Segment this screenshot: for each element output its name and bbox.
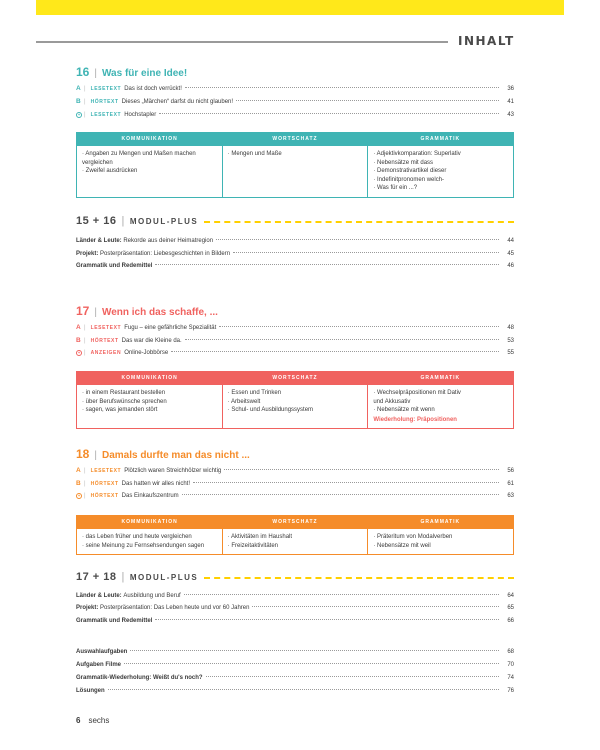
toc-row[interactable]: Länder & Leute: Ausbildung und Beruf 64 [76, 593, 514, 599]
header-rule [36, 41, 448, 43]
plus-circle-icon: + [77, 112, 81, 117]
page-word: sechs [88, 716, 110, 725]
page-footer [76, 716, 109, 725]
page-title: INHALT [458, 34, 515, 48]
toc-row[interactable]: A | LESETEXT Das ist doch verrückt! 36 [76, 85, 514, 92]
toc-row[interactable]: A | LESETEXT Plötzlich waren Streichhölzer wichtig 56 [76, 467, 514, 474]
top-color-bar [36, 0, 564, 15]
toc-row[interactable]: Auswahlaufgaben 68 [76, 649, 514, 655]
toc-row[interactable]: Projekt: Posterpräsentation: Liebesgeschichten in Bildern 45 [76, 251, 514, 257]
chapter-17-overview-box: KOMMUNIKATION WORTSCHATZ GRAMMATIK · in einem Restaurant bestellen · über Berufswünsche sprechen · sagen, was jemanden stört · Essen und Trinken · Arbeitswelt · Schul- und Ausbildungssystem · Wechselpräpositionen mit Dativ und Akkusativ · Nebensätze mit wenn Wiederholung: Präpositionen [76, 371, 514, 429]
toc-row[interactable]: + | LESETEXT Hochstapler 43 [77, 112, 514, 118]
toc-row[interactable]: Projekt: Posterpräsentation: Das Leben heute und vor 60 Jahren 65 [76, 605, 514, 611]
modul-plus-15-16: 15 + 16 | MODUL-PLUS [76, 214, 514, 228]
toc-row[interactable]: B | HÖRTEXT Das war die Kleine da. 53 [76, 337, 514, 344]
toc-row[interactable]: Grammatik und Redemittel 46 [76, 263, 514, 269]
toc-row[interactable]: Grammatik-Wiederholung: Weißt du's noch? 74 [76, 675, 514, 681]
toc-row[interactable]: Lösungen 76 [76, 688, 514, 694]
toc-row[interactable]: + | HÖRTEXT Das Einkaufszentrum 63 [77, 493, 514, 499]
toc-row[interactable]: Grammatik und Redemittel 66 [76, 618, 514, 624]
plus-circle-icon: + [77, 350, 81, 355]
chapter-18-overview-box: KOMMUNIKATION WORTSCHATZ GRAMMATIK · das Leben früher und heute vergleichen · seine Meinung zu Fernsehsendungen sagen · Aktivitäten im Haushalt · Freizeitaktivitäten · Präteritum von Modalverben · Nebensätze mit weil [76, 515, 514, 555]
toc-row[interactable]: A | LESETEXT Fugu – eine gefährliche Spezialität 48 [76, 324, 514, 331]
chapter-16-title: 16 | Was für eine Idee! [76, 65, 188, 79]
toc-row[interactable]: Aufgaben Filme 70 [76, 662, 514, 668]
modul-plus-17-18: 17 + 18 | MODUL-PLUS [76, 570, 514, 584]
toc-row[interactable]: B | HÖRTEXT Dieses „Märchen“ darfst du nicht glauben! 41 [76, 98, 514, 105]
toc-row[interactable]: Länder & Leute: Rekorde aus deiner Heimatregion 44 [76, 238, 514, 244]
chapter-16-overview-box: KOMMUNIKATION WORTSCHATZ GRAMMATIK · Angaben zu Mengen und Maßen machen vergleichen · Zweifel ausdrücken · Mengen und Maße · Adjektivkomparation: Superlativ · Nebensätze mit dass · Demonstrativartikel dieser · Indefinitpronomen welch- · Was für ein ...? [76, 132, 514, 198]
chapter-17-title: 17 | Wenn ich das schaffe, ... [76, 304, 218, 318]
page-number: 6 [76, 716, 81, 725]
toc-row[interactable]: B | HÖRTEXT Das hatten wir alles nicht! 61 [76, 480, 514, 487]
chapter-18-title: 18 | Damals durfte man das nicht ... [76, 447, 250, 461]
toc-row[interactable]: + | ANZEIGEN Online-Jobbörse 55 [77, 350, 514, 356]
plus-circle-icon: + [77, 493, 81, 498]
